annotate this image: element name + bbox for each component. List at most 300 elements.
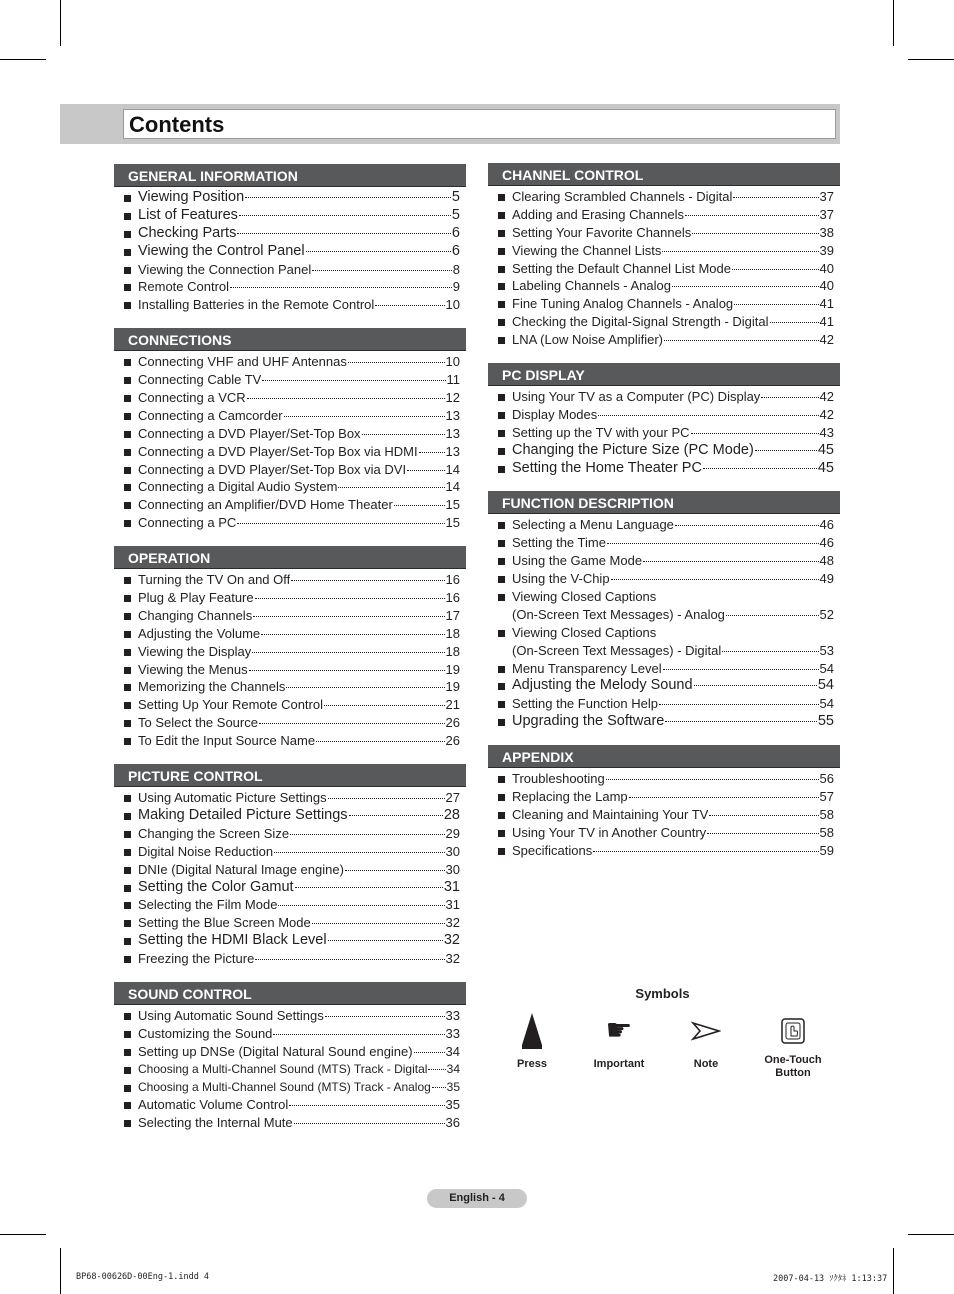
toc-entry[interactable] (488, 824, 840, 842)
toc-entry-page: 52 (819, 606, 834, 622)
toc-entry[interactable] (114, 843, 466, 861)
toc-entry[interactable] (114, 371, 466, 389)
toc-entry[interactable] (114, 625, 466, 643)
toc-entry-label: Cleaning and Maintaining Your TV (512, 806, 709, 822)
crop-mark (0, 59, 46, 60)
dot-leader (707, 833, 818, 834)
dot-leader (291, 580, 444, 581)
toc-entry-page: 6 (451, 224, 460, 241)
toc-entry-page: 16 (445, 572, 460, 588)
dot-leader (726, 615, 819, 616)
crop-mark (60, 0, 61, 46)
toc-entry[interactable] (488, 277, 840, 295)
toc-entry[interactable] (114, 825, 466, 843)
toc-entry-label: Viewing Closed Captions (512, 589, 657, 605)
toc-entry-label: Freezing the Picture (138, 951, 255, 967)
dot-leader (349, 815, 443, 816)
dot-leader (607, 543, 819, 544)
dot-leader (294, 1123, 445, 1124)
toc-entry-page: 55 (817, 713, 834, 730)
toc-entry-label: To Edit the Input Source Name (138, 733, 316, 749)
dot-leader (324, 705, 445, 706)
toc-entry-page: 46 (819, 517, 834, 533)
toc-entry-label: Fine Tuning Analog Channels - Analog (512, 296, 734, 312)
toc-entry[interactable] (488, 224, 840, 242)
section-heading: PICTURE CONTROL (114, 764, 466, 787)
toc-list (114, 351, 466, 532)
toc-entry-label: (On-Screen Text Messages) - Analog (512, 606, 725, 622)
toc-list (114, 569, 466, 750)
section-heading: CONNECTIONS (114, 328, 466, 351)
toc-entry-label: Using the V-Chip (512, 571, 610, 587)
toc-entry-label: LNA (Low Noise Amplifier) (512, 332, 663, 348)
press-icon (492, 1010, 572, 1052)
dot-leader (312, 923, 445, 924)
toc-entry-page: 54 (817, 677, 834, 694)
toc-entry[interactable] (488, 588, 840, 606)
dot-leader (278, 905, 444, 906)
toc-entry-page: 33 (445, 1007, 460, 1023)
toc-entry-page: 58 (819, 824, 834, 840)
important-icon: ☛ (605, 1014, 633, 1047)
toc-entry[interactable] (488, 842, 840, 860)
toc-entry[interactable] (488, 188, 840, 206)
symbols-title: Symbols (635, 986, 690, 1001)
toc-entry-label: Setting the Default Channel List Mode (512, 260, 731, 276)
toc-entry-page: 41 (819, 314, 834, 330)
toc-entry-label: Troubleshooting (512, 771, 605, 787)
toc-entry-page: 58 (819, 806, 834, 822)
toc-entry[interactable] (488, 552, 840, 570)
toc-entry[interactable] (114, 714, 466, 732)
toc-entry-label: Using Your TV in Another Country (512, 824, 707, 840)
toc-entry-page: 6 (451, 242, 460, 259)
crop-mark (60, 1248, 61, 1294)
toc-entry[interactable] (114, 914, 466, 932)
toc-entry-page: 16 (445, 590, 460, 606)
dot-leader (252, 652, 444, 653)
toc-entry-page: 35 (445, 1097, 460, 1113)
toc-entry-page: 32 (443, 932, 460, 949)
toc-entry-label: Choosing a Multi-Channel Sound (MTS) Track - Analog (138, 1079, 431, 1094)
dot-leader (664, 340, 819, 341)
toc-entry-label: Viewing the Channel Lists (512, 242, 662, 258)
dot-leader (247, 398, 445, 399)
toc-entry[interactable] (488, 424, 840, 442)
toc-entry-page: 53 (819, 642, 834, 658)
dot-leader (289, 1105, 444, 1106)
toc-entry-page: 14 (445, 461, 460, 477)
dot-leader (230, 287, 452, 288)
dot-leader (665, 721, 817, 722)
toc-entry-page: 8 (452, 261, 460, 277)
crop-mark (908, 59, 954, 60)
print-slug-date: 2007-04-13 ｿｸﾀﾈ 1:13:37 (773, 1274, 888, 1284)
toc-entry-page: 11 (446, 372, 460, 388)
toc-entry[interactable] (114, 278, 466, 296)
toc-entry-label: Turning the TV On and Off (138, 572, 291, 588)
dot-leader (761, 397, 818, 398)
toc-entry-page: 30 (445, 843, 460, 859)
toc-entry-page: 18 (445, 643, 460, 659)
toc-entry[interactable] (114, 443, 466, 461)
toc-entry[interactable] (114, 461, 466, 479)
toc-entry-label: Remote Control (138, 279, 230, 295)
toc-entry[interactable] (488, 442, 840, 460)
toc-list (114, 787, 466, 968)
dot-leader (325, 1016, 445, 1017)
crop-mark (893, 1248, 894, 1294)
toc-entry-label: Connecting a PC (138, 515, 237, 531)
toc-entry[interactable] (488, 242, 840, 260)
toc-entry-label: To Select the Source (138, 715, 258, 731)
toc-section (488, 363, 840, 477)
symbol-label: Press (517, 1058, 547, 1070)
toc-entry-label: Setting Your Favorite Channels (512, 224, 692, 240)
toc-entry-label: Making Detailed Picture Settings (138, 806, 348, 823)
toc-entry-page: 34 (445, 1043, 460, 1059)
toc-entry-page: 10 (445, 354, 460, 370)
toc-entry-label: Connecting a DVD Player/Set-Top Box (138, 425, 361, 441)
toc-entry-page: 5 (451, 189, 460, 205)
toc-entry[interactable] (114, 296, 466, 314)
section-heading: APPENDIX (488, 745, 840, 768)
one-touch-button-icon (753, 1010, 833, 1052)
toc-entry[interactable] (114, 607, 466, 625)
toc-entry-label: Checking the Digital-Signal Strength - Digital (512, 314, 769, 330)
toc-entry[interactable] (488, 624, 840, 642)
dot-leader (629, 797, 819, 798)
toc-entry-label: Labeling Channels - Analog (512, 278, 672, 294)
toc-entry[interactable] (488, 460, 840, 478)
toc-entry[interactable] (114, 389, 466, 407)
toc-entry-label: Clearing Scrambled Channels - Digital (512, 189, 733, 204)
dot-leader (593, 851, 818, 852)
toc-entry-page: 48 (819, 553, 834, 569)
dot-leader (375, 305, 444, 306)
dot-leader (394, 505, 445, 506)
dot-leader (295, 887, 443, 888)
toc-entry-label: Setting up the TV with your PC (512, 424, 690, 440)
toc-entry[interactable] (114, 1079, 466, 1097)
toc-entry[interactable] (488, 660, 840, 678)
toc-entry-label: Selecting the Film Mode (138, 897, 278, 913)
dot-leader (611, 579, 819, 580)
toc-entry[interactable] (488, 516, 840, 534)
toc-entry-page: 54 (819, 660, 834, 676)
toc-entry-page: 30 (445, 861, 460, 877)
section-heading: GENERAL INFORMATION (114, 164, 466, 187)
toc-entry[interactable] (488, 770, 840, 788)
toc-entry-label: Specifications (512, 842, 593, 858)
dot-leader (286, 687, 444, 688)
toc-entry[interactable] (488, 695, 840, 713)
toc-entry[interactable] (488, 406, 840, 424)
toc-entry[interactable] (114, 353, 466, 371)
toc-entry-page: 13 (445, 407, 460, 423)
toc-entry[interactable] (114, 879, 466, 897)
toc-entry[interactable] (114, 696, 466, 714)
toc-entry-page: 57 (819, 789, 834, 805)
toc-entry-page: 26 (445, 733, 460, 749)
toc-entry[interactable] (488, 388, 840, 406)
symbols-legend (490, 986, 840, 1086)
toc-entry-page: 37 (819, 189, 834, 204)
toc-entry[interactable] (114, 478, 466, 496)
toc-entry-page: 31 (445, 897, 460, 913)
toc-entry-label: Adding and Erasing Channels (512, 206, 685, 222)
toc-entry-page: 39 (819, 242, 834, 258)
dot-leader (328, 798, 445, 799)
dot-leader (598, 415, 818, 416)
dot-leader (419, 452, 445, 453)
dot-leader (733, 197, 818, 198)
toc-entry-label: Setting the Function Help (512, 696, 658, 712)
toc-entry[interactable] (488, 642, 840, 660)
toc-entry-label: Changing the Picture Size (PC Mode) (512, 441, 754, 458)
page-number-badge: English - 4 (427, 1189, 527, 1208)
toc-entry[interactable] (114, 1007, 466, 1025)
toc-entry-page: 18 (445, 625, 460, 641)
toc-entry-label: List of Features (138, 206, 238, 223)
toc-entry-page: 45 (817, 459, 834, 476)
toc-list (114, 1005, 466, 1132)
toc-entry-page: 19 (445, 661, 460, 677)
toc-entry[interactable] (114, 189, 466, 207)
toc-entry-label: Connecting a DVD Player/Set-Top Box via DVI (138, 461, 407, 477)
toc-entry[interactable] (114, 1114, 466, 1132)
section-heading: OPERATION (114, 546, 466, 569)
toc-entry[interactable] (114, 1061, 466, 1079)
dot-leader (328, 940, 443, 941)
toc-entry-label: Changing Channels (138, 607, 253, 623)
toc-entry-label: Viewing Closed Captions (512, 624, 657, 640)
toc-section (114, 764, 466, 968)
toc-entry-page: 14 (445, 479, 460, 495)
toc-entry[interactable] (114, 678, 466, 696)
toc-entry-label: Setting the Home Theater PC (512, 459, 702, 476)
dot-leader (316, 741, 444, 742)
toc-entry[interactable] (114, 807, 466, 825)
dot-leader (274, 852, 444, 853)
toc-entry-page: 45 (817, 441, 834, 458)
toc-entry-label: Viewing the Display (138, 643, 252, 659)
toc-section (488, 163, 840, 349)
section-heading: CHANNEL CONTROL (488, 163, 840, 186)
toc-entry-label: Using Automatic Sound Settings (138, 1007, 324, 1023)
dot-leader (255, 598, 445, 599)
dot-leader (659, 704, 819, 705)
toc-entry-label: Connecting a VCR (138, 390, 246, 406)
toc-entry-label: Connecting VHF and UHF Antennas (138, 354, 347, 370)
toc-entry-label: Digital Noise Reduction (138, 843, 274, 859)
toc-entry-label: Viewing Position (138, 189, 245, 205)
dot-leader (284, 416, 445, 417)
toc-entry[interactable] (114, 861, 466, 879)
toc-entry-page: 28 (443, 806, 460, 823)
dot-leader (414, 1052, 445, 1053)
toc-entry[interactable] (114, 207, 466, 225)
toc-entry[interactable] (114, 732, 466, 750)
note-icon (666, 1010, 746, 1052)
toc-entry-page: 21 (445, 697, 460, 713)
dot-leader (432, 1087, 446, 1088)
dot-leader (290, 834, 444, 835)
toc-entry[interactable] (488, 295, 840, 313)
toc-entry[interactable] (114, 896, 466, 914)
toc-entry-label: Checking Parts (138, 224, 237, 241)
dot-leader (734, 304, 818, 305)
toc-entry-label: Installing Batteries in the Remote Control (138, 297, 375, 313)
toc-entry-label: Changing the Screen Size (138, 825, 290, 841)
dot-leader (643, 561, 818, 562)
toc-entry-page: 40 (819, 260, 834, 276)
toc-entry-page: 59 (819, 842, 834, 858)
toc-entry[interactable] (488, 606, 840, 624)
dot-leader (255, 959, 444, 960)
toc-entry-page: 5 (451, 206, 460, 223)
toc-entry-page: 41 (819, 296, 834, 312)
toc-entry[interactable] (114, 932, 466, 950)
toc-entry-label: Plug & Play Feature (138, 590, 254, 606)
toc-entry-label: Setting the Time (512, 535, 606, 551)
toc-entry[interactable] (114, 789, 466, 807)
dot-leader (662, 251, 818, 252)
toc-entry-page: 54 (819, 696, 834, 712)
toc-entry-label: Adjusting the Melody Sound (512, 677, 693, 694)
dot-leader (237, 233, 451, 234)
toc-entry[interactable] (114, 589, 466, 607)
toc-entry[interactable] (488, 570, 840, 588)
section-heading: PC DISPLAY (488, 363, 840, 386)
toc-entry-page: 37 (819, 206, 834, 222)
toc-entry-label: Viewing the Connection Panel (138, 261, 312, 277)
toc-entry[interactable] (114, 1043, 466, 1061)
toc-entry-page: 31 (443, 878, 460, 895)
dot-leader (261, 634, 444, 635)
toc-entry-page: 35 (446, 1079, 460, 1094)
toc-left-column (114, 164, 466, 1146)
toc-entry-label: Setting up DNSe (Digital Natural Sound engine) (138, 1043, 413, 1059)
symbol-press (492, 1010, 572, 1071)
toc-entry[interactable] (114, 225, 466, 243)
dot-leader (345, 870, 445, 871)
toc-entry-page: 33 (445, 1025, 460, 1041)
toc-entry[interactable] (488, 331, 840, 349)
dot-leader (663, 669, 819, 670)
toc-entry-label: Selecting a Menu Language (512, 517, 674, 533)
toc-entry-label: (On-Screen Text Messages) - Digital (512, 642, 722, 658)
toc-entry-label: Upgrading the Software (512, 713, 665, 730)
dot-leader (755, 450, 817, 451)
toc-list (488, 768, 840, 859)
toc-list (488, 514, 840, 731)
dot-leader (306, 251, 451, 252)
toc-entry-label: Using Automatic Picture Settings (138, 790, 327, 806)
toc-entry-label: Display Modes (512, 406, 598, 422)
toc-entry[interactable] (488, 206, 840, 224)
dot-leader (273, 1034, 444, 1035)
toc-section (488, 745, 840, 859)
toc-entry-label: Automatic Volume Control (138, 1097, 289, 1113)
toc-entry-page: 17 (445, 607, 460, 623)
toc-entry-page: 49 (819, 571, 834, 587)
dot-leader (237, 523, 444, 524)
toc-entry-page: 56 (819, 771, 834, 787)
symbol-label: One-Touch Button (764, 1054, 822, 1079)
toc-entry[interactable] (114, 514, 466, 532)
toc-entry-page: 36 (445, 1115, 460, 1131)
toc-entry-page: 42 (819, 332, 834, 348)
dot-leader (428, 1069, 445, 1070)
toc-entry-label: Viewing the Control Panel (138, 242, 305, 259)
dot-leader (770, 322, 819, 323)
toc-entry[interactable] (488, 806, 840, 824)
toc-entry-page: 40 (819, 278, 834, 294)
toc-entry-page: 38 (819, 224, 834, 240)
toc-section (114, 982, 466, 1132)
dot-leader (709, 815, 818, 816)
dot-leader (732, 269, 819, 270)
toc-entry[interactable] (114, 243, 466, 261)
toc-entry[interactable] (488, 260, 840, 278)
toc-list (488, 386, 840, 477)
toc-entry[interactable] (488, 313, 840, 331)
dot-leader (262, 380, 445, 381)
dot-leader (722, 651, 818, 652)
dot-leader (685, 215, 819, 216)
toc-entry[interactable] (114, 661, 466, 679)
toc-entry[interactable] (114, 496, 466, 514)
dot-leader (672, 286, 819, 287)
toc-entry-page: 43 (819, 424, 834, 440)
symbol-label: Note (693, 1058, 719, 1070)
toc-entry-label: Adjusting the Volume (138, 625, 261, 641)
toc-entry[interactable] (488, 713, 840, 731)
dot-leader (691, 433, 819, 434)
toc-entry[interactable] (488, 534, 840, 552)
toc-entry-page: 10 (445, 297, 460, 313)
toc-entry-page: 15 (445, 497, 460, 513)
toc-entry[interactable] (488, 677, 840, 695)
toc-entry-page: 12 (445, 390, 460, 406)
toc-entry[interactable] (114, 407, 466, 425)
toc-entry-label: Menu Transparency Level (512, 660, 662, 676)
toc-entry[interactable] (114, 425, 466, 443)
toc-entry-label: Setting the Color Gamut (138, 878, 294, 895)
toc-section (488, 491, 840, 731)
toc-entry-label: Connecting a DVD Player/Set-Top Box via HDMI (138, 443, 418, 459)
toc-entry[interactable] (114, 1025, 466, 1043)
dot-leader (692, 233, 818, 234)
section-heading: FUNCTION DESCRIPTION (488, 491, 840, 514)
toc-entry[interactable] (114, 571, 466, 589)
toc-entry[interactable] (114, 261, 466, 279)
toc-list (114, 187, 466, 314)
toc-entry-label: Customizing the Sound (138, 1025, 273, 1041)
toc-entry-page: 42 (819, 406, 834, 422)
toc-entry-page: 32 (445, 915, 460, 931)
toc-list (488, 186, 840, 349)
toc-entry-label: Viewing the Menus (138, 661, 248, 677)
toc-entry[interactable] (488, 788, 840, 806)
symbol-one-touch (753, 1010, 833, 1080)
dot-leader (407, 470, 444, 471)
toc-entry-page: 42 (819, 389, 834, 405)
toc-entry[interactable] (114, 950, 466, 968)
toc-entry[interactable] (114, 1096, 466, 1114)
toc-entry[interactable] (114, 643, 466, 661)
